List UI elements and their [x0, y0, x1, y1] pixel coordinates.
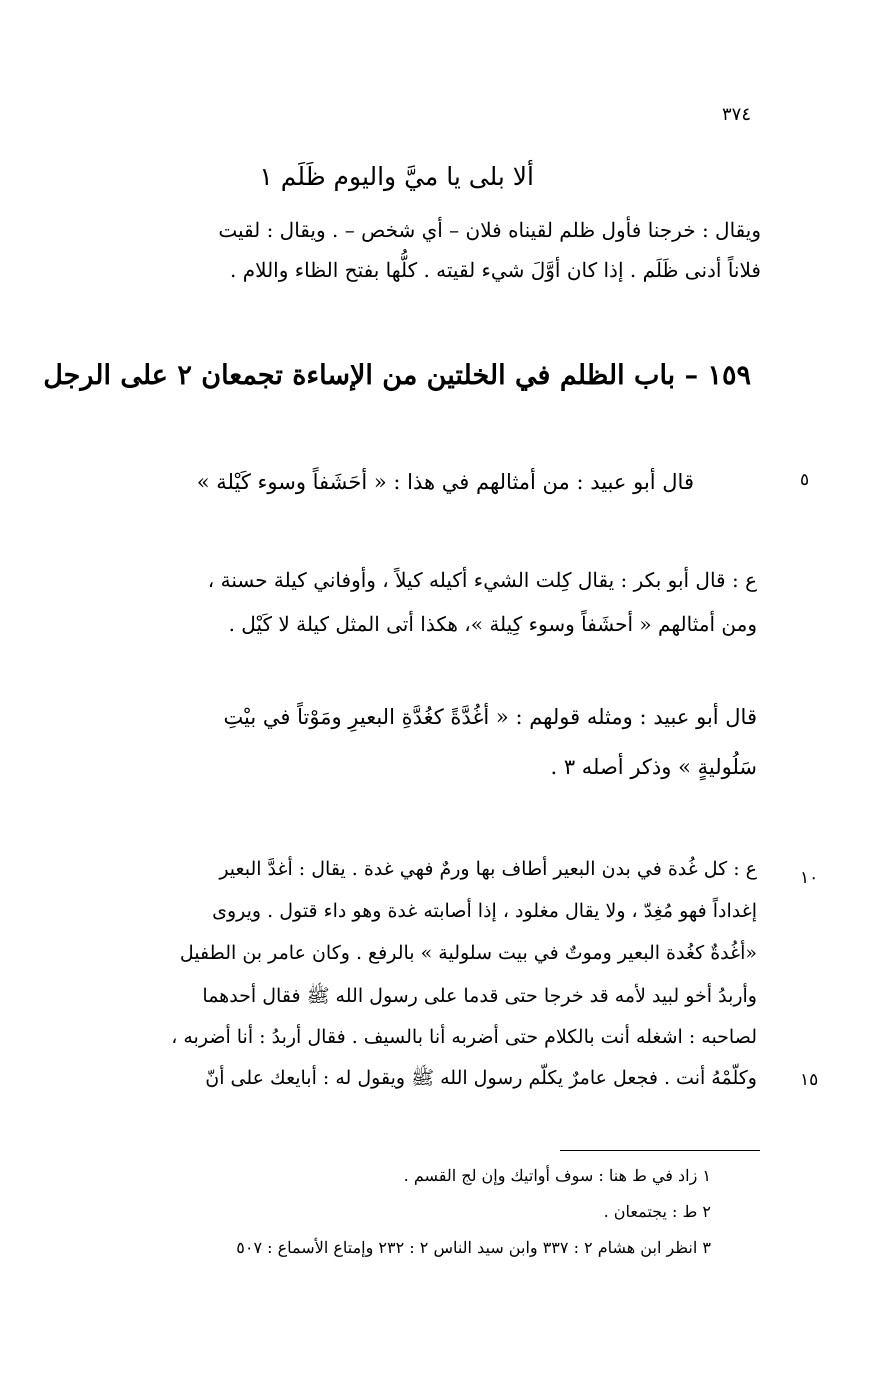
paragraph-line: قال أبو عبيد : ومثله قولهم : « أغُدَّةً كغُدَّةِ البعيرِ ومَوْتاً في بيْتِ: [223, 705, 757, 729]
page-number: ٣٧٤: [722, 104, 752, 125]
paragraph-line: ع : كل غُدة في بدن البعير أطاف بها ورمٌ فهي غدة . يقال : أغدَّ البعير: [219, 858, 757, 880]
paragraph-line: ومن أمثالهم « أحشَفاً وسوء كِيلة »، هكذا أتى المثل كيلة لا كَيْل .: [228, 612, 757, 636]
verse-line: ألا بلى يا ميَّ واليوم ظَلَم ١: [259, 162, 534, 191]
paragraph-line: فلاناً أدنى ظَلَم . إذا كان أوَّلَ شيء لقيته . كلُّها بفتح الظاء واللام .: [230, 258, 761, 282]
paragraph-line: «أغُدةٌ كغُدة البعير وموتٌ في بيت سلولية » بالرفع . وكان عامر بن الطفيل: [179, 942, 757, 964]
line-number-10: ١٠: [800, 868, 819, 888]
chapter-title: ١٥٩ – باب الظلم في الخلتين من الإساءة تجمعان ٢ على الرجل: [43, 360, 751, 391]
paragraph-line: وكلّمْهُ أنت . فجعل عامرٌ يكلّم رسول الله ﷺ ويقول له : أبايعك على أنّ: [205, 1067, 757, 1089]
paragraph-line: إغداداً فهو مُغِدّ ، ولا يقال مغلود ، إذا أصابته غدة وهو داء قتول . ويروى: [212, 900, 757, 922]
quote-line: قال أبو عبيد : من أمثالهم في هذا : « أحَشَفاً وسوء كَيْلة »: [196, 470, 694, 494]
paragraph-line: ع : قال أبو بكر : يقال كِلت الشيء أكيله كيلاً ، وأوفاني كيلة حسنة ،: [207, 568, 757, 592]
footnote-3: ٣ انظر ابن هشام ٢ : ٣٣٧ وابن سيد الناس ٢ : ٢٣٢ وإمتاع الأسماع : ٥٠٧: [236, 1238, 711, 1257]
paragraph-line: سَلُوليةٍ » وذكر أصله ٣ .: [550, 755, 757, 779]
line-number-5: ٥: [800, 470, 810, 490]
paragraph-line: وأربدُ أخو لبيد لأمه قد خرجا حتى قدما على رسول الله ﷺ فقال أحدهما: [202, 985, 757, 1007]
footnote-1: ١ زاد في ط هنا : سوف أواتيك وإن لج القسم .: [403, 1166, 711, 1185]
footnote-2: ٢ ط : يجتمعان .: [603, 1202, 711, 1221]
paragraph-line: ويقال : خرجنا فأول ظلم لقيناه فلان – أي شخص – . ويقال : لقيت: [218, 218, 761, 242]
footnote-divider: [560, 1150, 760, 1151]
line-number-15: ١٥: [800, 1070, 819, 1090]
paragraph-line: لصاحبه : اشغله أنت بالكلام حتى أضربه أنا بالسيف . فقال أربدُ : أنا أضربه ،: [171, 1026, 757, 1048]
